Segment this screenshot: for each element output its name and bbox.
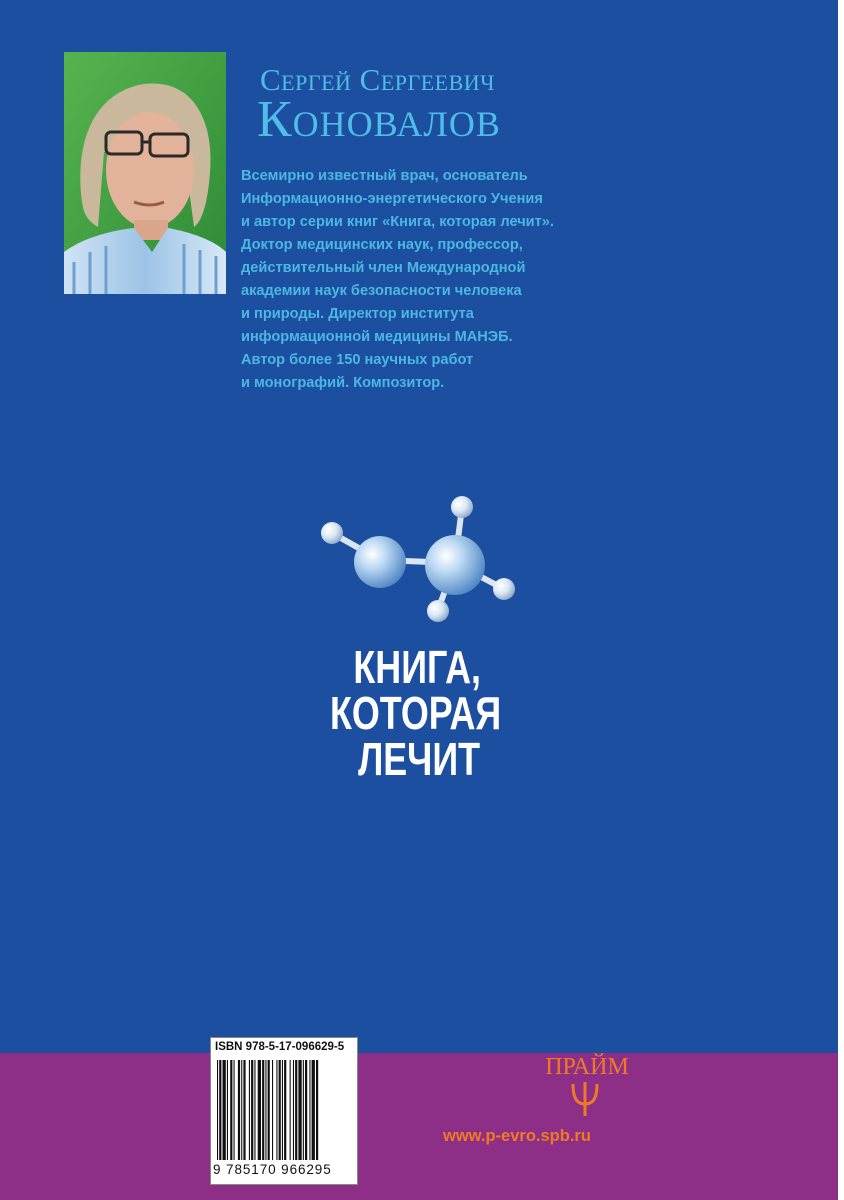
author-first-names: Сергей Сергеевич (260, 62, 495, 97)
publisher-band (0, 1053, 838, 1200)
author-bio (241, 165, 711, 395)
bio-line: и природы. Директор института (241, 306, 474, 322)
bio-line: Информационно-энергетического Учения (241, 191, 543, 207)
barcode-icon (217, 1060, 351, 1160)
bio-line: Всемирно известный врач, основатель (241, 168, 528, 184)
molecule-icon (310, 485, 530, 630)
isbn-block (210, 1037, 358, 1185)
author-portrait-image (64, 52, 226, 294)
title-line-3: ЛЕЧИТ (358, 733, 481, 785)
page-edge (838, 0, 844, 1200)
bio-line: действительный член Международной (241, 260, 526, 276)
bio-line: академии наук безопасности человека (241, 283, 522, 299)
publisher-name: ПРАЙМ (545, 1054, 629, 1080)
bio-line: Доктор медицинских наук, профессор, (241, 237, 523, 253)
isbn-label: ISBN 978-5-17-096629-5 (215, 1041, 345, 1053)
molecule-illustration (310, 485, 530, 630)
psi-icon (570, 1080, 600, 1118)
bio-line: и автор серии книг «Книга, которая лечит». (241, 214, 554, 230)
author-last-name: Коновалов (257, 91, 501, 148)
publisher-url[interactable]: www.p-evro.spb.ru (443, 1127, 591, 1145)
title-line-2: КОТОРАЯ (330, 687, 502, 739)
bio-line: и монографий. Композитор. (241, 375, 445, 391)
title-line-1: КНИГА, (353, 641, 481, 693)
series-title (330, 641, 502, 785)
bio-line: Автор более 150 научных работ (241, 352, 474, 368)
author-photo (64, 52, 226, 294)
bio-line: информационной медицины МАНЭБ. (241, 329, 513, 345)
ean-digits: 9 785170 966295 (213, 1162, 332, 1177)
